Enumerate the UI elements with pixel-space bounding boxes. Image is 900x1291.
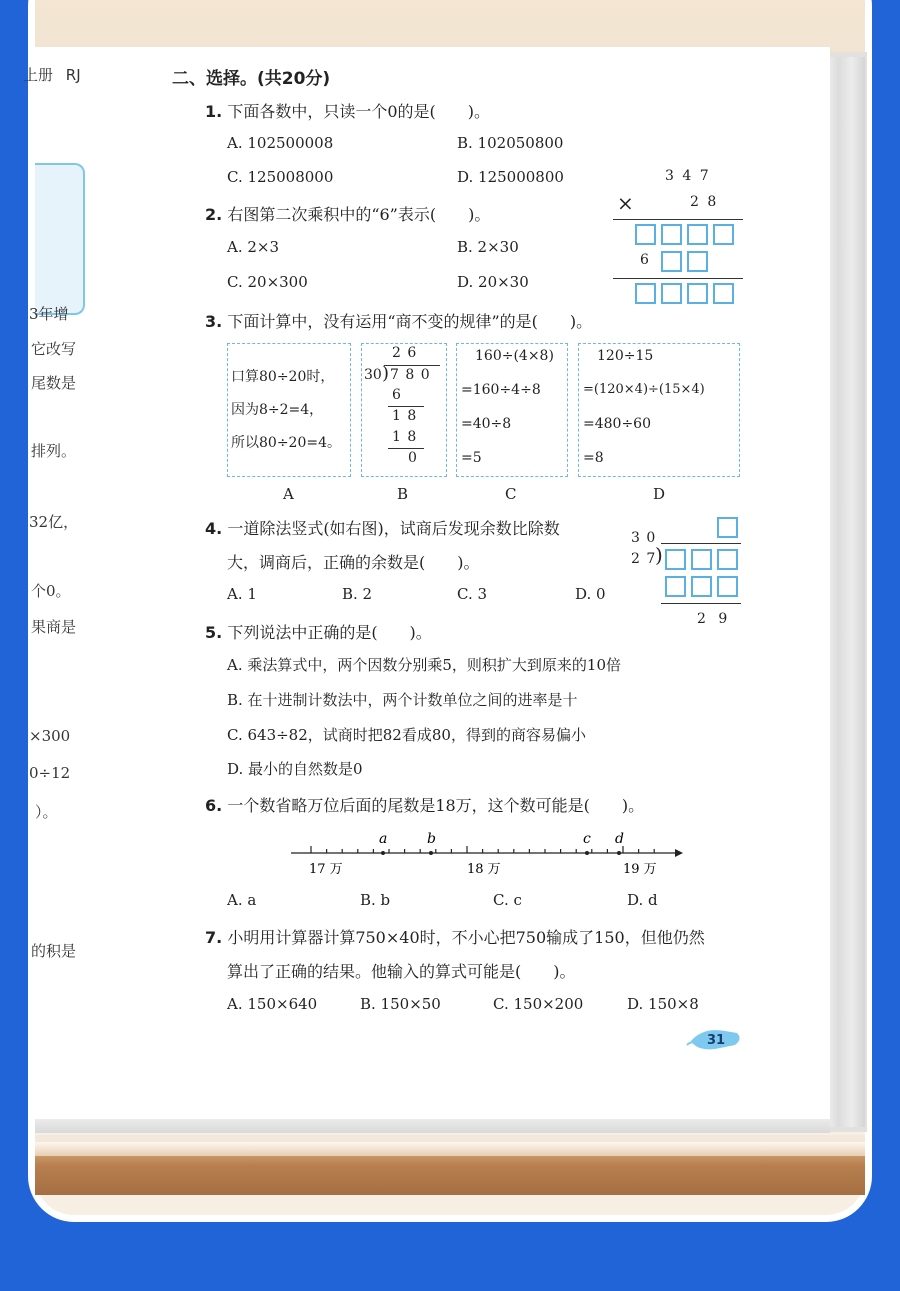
division-bracket: ) <box>382 363 390 384</box>
box-a-line-1: 口算80÷20时， <box>231 369 335 385</box>
product-line-1 <box>613 219 743 220</box>
q6-option-a[interactable]: A. a <box>227 891 257 909</box>
option-box-d[interactable] <box>578 343 740 477</box>
answer-cell[interactable] <box>717 517 738 538</box>
page-number-badge <box>685 1025 745 1053</box>
header-edition: RJ <box>65 66 81 84</box>
q4-option-c[interactable]: C. 3 <box>457 585 488 603</box>
q7-option-a[interactable]: A. 150×640 <box>227 995 318 1013</box>
answer-cell[interactable] <box>691 576 712 597</box>
q5-option-d[interactable]: D. 最小的自然数是0 <box>227 760 363 778</box>
divisor-approx: 2 7 <box>631 551 657 567</box>
tick-label-17: 17 万 <box>309 862 343 877</box>
division-line <box>388 448 424 449</box>
answer-cell[interactable] <box>665 576 686 597</box>
left-line-11: 的积是 <box>31 942 77 960</box>
left-line-3: 尾数是 <box>31 374 77 392</box>
question-number: 2. <box>205 205 223 224</box>
division-bar <box>661 543 741 544</box>
question-number: 3. <box>205 312 223 331</box>
box-d-line-2: =(120×4)÷(15×4) <box>583 382 705 397</box>
left-line-2: 它改写 <box>31 340 77 358</box>
page-bottom-edge <box>35 1117 830 1133</box>
header-tag-text: 上册 <box>23 66 54 84</box>
q7-option-d[interactable]: D. 150×8 <box>627 995 699 1013</box>
q2-option-a[interactable]: A. 2×3 <box>227 238 280 256</box>
question-1 <box>205 99 490 122</box>
q1-option-a[interactable]: A. 102500008 <box>227 134 334 152</box>
point-a-label: a <box>379 831 388 847</box>
q2-option-d[interactable]: D. 20×30 <box>457 273 529 291</box>
box-label-d: D <box>653 485 666 503</box>
division-step-2: 1 8 <box>392 408 418 424</box>
workbook-page <box>23 47 830 1119</box>
division-step-1: 6 <box>392 387 401 403</box>
box-a-line-2: 因为8÷2=4， <box>231 402 324 418</box>
left-info-box <box>35 163 85 315</box>
answer-cell[interactable] <box>687 251 708 272</box>
division-line <box>661 603 741 604</box>
question-4-line-2: 大，调商后，正确的余数是( )。 <box>227 553 480 572</box>
left-line-1: 3年增 <box>29 305 69 323</box>
answer-cell[interactable] <box>661 283 682 304</box>
q4-option-b[interactable]: B. 2 <box>342 585 373 603</box>
box-d-line-4: =8 <box>583 450 604 466</box>
answer-cell[interactable] <box>635 283 656 304</box>
box-label-c: C <box>505 485 517 503</box>
q2-option-b[interactable]: B. 2×30 <box>457 238 519 256</box>
q7-option-c[interactable]: C. 150×200 <box>493 995 584 1013</box>
division-dividend: 7 8 0 <box>390 367 431 383</box>
question-5 <box>205 620 432 643</box>
division-bracket: ) <box>655 543 663 567</box>
question-text: 一道除法竖式(如右图)，试商后发现余数比除数 <box>227 519 560 538</box>
multiplier: 2 8 <box>690 194 719 210</box>
answer-cell[interactable] <box>691 549 712 570</box>
header-tag <box>23 64 81 85</box>
answer-cell[interactable] <box>687 224 708 245</box>
box-label-a: A <box>283 485 294 503</box>
q5-option-b[interactable]: B. 在十进制计数法中，两个计数单位之间的进率是十 <box>227 691 578 709</box>
point-c-label: c <box>583 831 591 847</box>
q4-option-d[interactable]: D. 0 <box>575 585 606 603</box>
division-step-3: 1 8 <box>392 429 418 445</box>
box-d-line-1: 120÷15 <box>597 348 654 364</box>
answer-cell[interactable] <box>713 283 734 304</box>
point-d-dot <box>617 851 621 855</box>
question-number: 5. <box>205 623 223 642</box>
question-text: 右图第二次乘积中的“6”表示( )。 <box>227 205 491 224</box>
multiplicand: 3 4 7 <box>665 168 711 184</box>
question-text: 下列说法中正确的是( )。 <box>227 623 432 642</box>
number-line <box>287 829 683 877</box>
number-line-arrow <box>675 849 683 857</box>
q5-option-c[interactable]: C. 643÷82，试商时把82看成80，得到的商容易偏小 <box>227 726 586 744</box>
question-6 <box>205 793 644 816</box>
question-number: 1. <box>205 102 223 121</box>
answer-cell[interactable] <box>687 283 708 304</box>
question-3 <box>205 309 592 332</box>
page-edges <box>825 57 865 1127</box>
box-label-b: B <box>397 485 409 503</box>
answer-cell[interactable] <box>661 251 682 272</box>
point-b-label: b <box>427 831 436 847</box>
left-line-9: 0÷12 <box>29 764 71 782</box>
tick-label-18: 18 万 <box>467 862 501 877</box>
divisor-original: 3 0 <box>631 530 657 546</box>
division-remainder: 0 <box>408 450 417 466</box>
section-title: 二、选择。(共20分) <box>172 69 331 89</box>
option-box-b[interactable] <box>361 343 447 477</box>
left-line-4: 排列。 <box>31 442 77 460</box>
question-text: 下面计算中，没有运用“商不变的规律”的是( )。 <box>227 312 593 331</box>
option-box-a[interactable] <box>227 343 351 477</box>
division-divisor: 30 <box>364 367 382 383</box>
q7-option-b[interactable]: B. 150×50 <box>360 995 441 1013</box>
question-number: 6. <box>205 796 223 815</box>
division-bar <box>384 365 440 366</box>
division-remainder: 2 9 <box>697 611 732 627</box>
page-number: 31 <box>707 1033 726 1048</box>
option-box-c[interactable] <box>456 343 568 477</box>
shelf-edge <box>35 1142 865 1156</box>
question-number: 4. <box>205 519 223 538</box>
question-7 <box>205 925 705 948</box>
q6-option-d[interactable]: D. d <box>627 891 658 909</box>
question-number: 7. <box>205 928 223 947</box>
question-text: 小明用计算器计算750×40时，不小心把750输成了150，但他仍然 <box>227 928 705 947</box>
left-line-8: ×300 <box>29 727 71 745</box>
point-c-dot <box>585 851 589 855</box>
q1-option-c[interactable]: C. 125008000 <box>227 168 334 186</box>
answer-cell[interactable] <box>661 224 682 245</box>
question-text: 下面各数中，只读一个0的是( )。 <box>227 102 490 121</box>
left-line-10: ）。 <box>35 803 58 821</box>
division-quotient: 2 6 <box>392 345 418 361</box>
times-sign: × <box>617 191 634 215</box>
box-c-line-3: =40÷8 <box>461 416 512 432</box>
product-line-2 <box>613 278 743 279</box>
box-a-line-3: 所以80÷20=4。 <box>231 435 341 451</box>
number-line-ticks <box>311 846 654 853</box>
box-d-line-3: =480÷60 <box>583 416 651 432</box>
answer-cell[interactable] <box>635 224 656 245</box>
question-text: 一个数省略万位后面的尾数是18万，这个数可能是( )。 <box>227 796 645 815</box>
left-line-6: 个0。 <box>31 582 71 600</box>
point-d-label: d <box>615 831 624 847</box>
point-b-dot <box>429 851 433 855</box>
answer-cell[interactable] <box>713 224 734 245</box>
photo-frame <box>23 0 872 1222</box>
division-line <box>388 406 424 407</box>
left-line-5: 32亿， <box>29 513 79 531</box>
q1-option-d[interactable]: D. 125000800 <box>457 168 564 186</box>
q6-option-b[interactable]: B. b <box>360 891 391 909</box>
partial-digit-6: 6 <box>640 252 649 268</box>
answer-cell[interactable] <box>665 549 686 570</box>
q5-option-a[interactable]: A. 乘法算式中，两个因数分别乘5，则积扩大到原来的10倍 <box>227 656 622 674</box>
left-line-7: 果商是 <box>31 618 77 636</box>
question-7-line-2: 算出了正确的结果。他输入的算式可能是( )。 <box>227 962 576 981</box>
q2-option-c[interactable]: C. 20×300 <box>227 273 308 291</box>
tick-label-19: 19 万 <box>623 862 657 877</box>
box-c-line-4: =5 <box>461 450 482 466</box>
question-4 <box>205 516 560 539</box>
box-c-line-2: =160÷4÷8 <box>461 382 541 398</box>
q6-option-c[interactable]: C. c <box>493 891 522 909</box>
q4-option-a[interactable]: A. 1 <box>227 585 257 603</box>
question-2 <box>205 202 490 225</box>
point-a-dot <box>381 851 385 855</box>
box-c-line-1: 160÷(4×8) <box>475 348 554 364</box>
answer-cell[interactable] <box>717 549 738 570</box>
answer-cell[interactable] <box>717 576 738 597</box>
q1-option-b[interactable]: B. 102050800 <box>457 134 564 152</box>
